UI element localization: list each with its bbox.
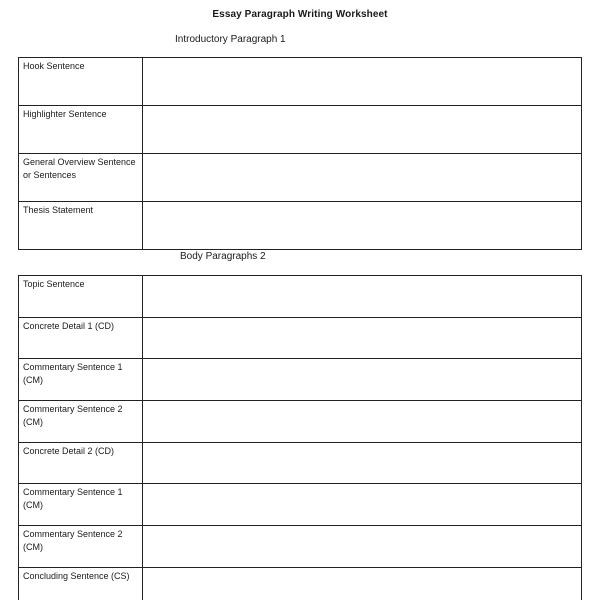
intro-paragraph-table [18,57,582,250]
commentary-sentence-1a-label: Commentary Sentence 1 (CM) [19,359,143,401]
concrete-detail-1-label: Concrete Detail 1 (CD) [19,317,143,359]
commentary-sentence-1b-field[interactable] [143,484,582,526]
table-row [19,58,582,106]
hook-sentence-label: Hook Sentence [19,58,143,106]
table-row [19,202,582,250]
highlighter-sentence-label: Highlighter Sentence [19,106,143,154]
body-paragraph-table [18,275,582,600]
thesis-statement-field[interactable] [143,202,582,250]
general-overview-label: General Overview Sentence or Sentences [19,154,143,202]
table-row [19,276,582,318]
commentary-sentence-1a-field[interactable] [143,359,582,401]
table-row [19,484,582,526]
table-row [19,442,582,484]
table-row [19,317,582,359]
topic-sentence-field[interactable] [143,276,582,318]
concrete-detail-2-field[interactable] [143,442,582,484]
commentary-sentence-2b-label: Commentary Sentence 2 (CM) [19,526,143,568]
table-row [19,526,582,568]
table-row [19,567,582,600]
commentary-sentence-2b-field[interactable] [143,526,582,568]
concluding-sentence-label: Concluding Sentence (CS) [19,567,143,600]
general-overview-field[interactable] [143,154,582,202]
concrete-detail-2-label: Concrete Detail 2 (CD) [19,442,143,484]
highlighter-sentence-field[interactable] [143,106,582,154]
commentary-sentence-1b-label: Commentary Sentence 1 (CM) [19,484,143,526]
commentary-sentence-2a-field[interactable] [143,401,582,443]
body-section-heading: Body Paragraphs 2 [180,251,266,262]
worksheet-title: Essay Paragraph Writing Worksheet [212,9,388,20]
intro-section-heading: Introductory Paragraph 1 [175,34,286,45]
table-row [19,106,582,154]
table-row [19,154,582,202]
concrete-detail-1-field[interactable] [143,317,582,359]
concluding-sentence-field[interactable] [143,567,582,600]
thesis-statement-label: Thesis Statement [19,202,143,250]
commentary-sentence-2a-label: Commentary Sentence 2 (CM) [19,401,143,443]
table-row [19,359,582,401]
topic-sentence-label: Topic Sentence [19,276,143,318]
hook-sentence-field[interactable] [143,58,582,106]
table-row [19,401,582,443]
